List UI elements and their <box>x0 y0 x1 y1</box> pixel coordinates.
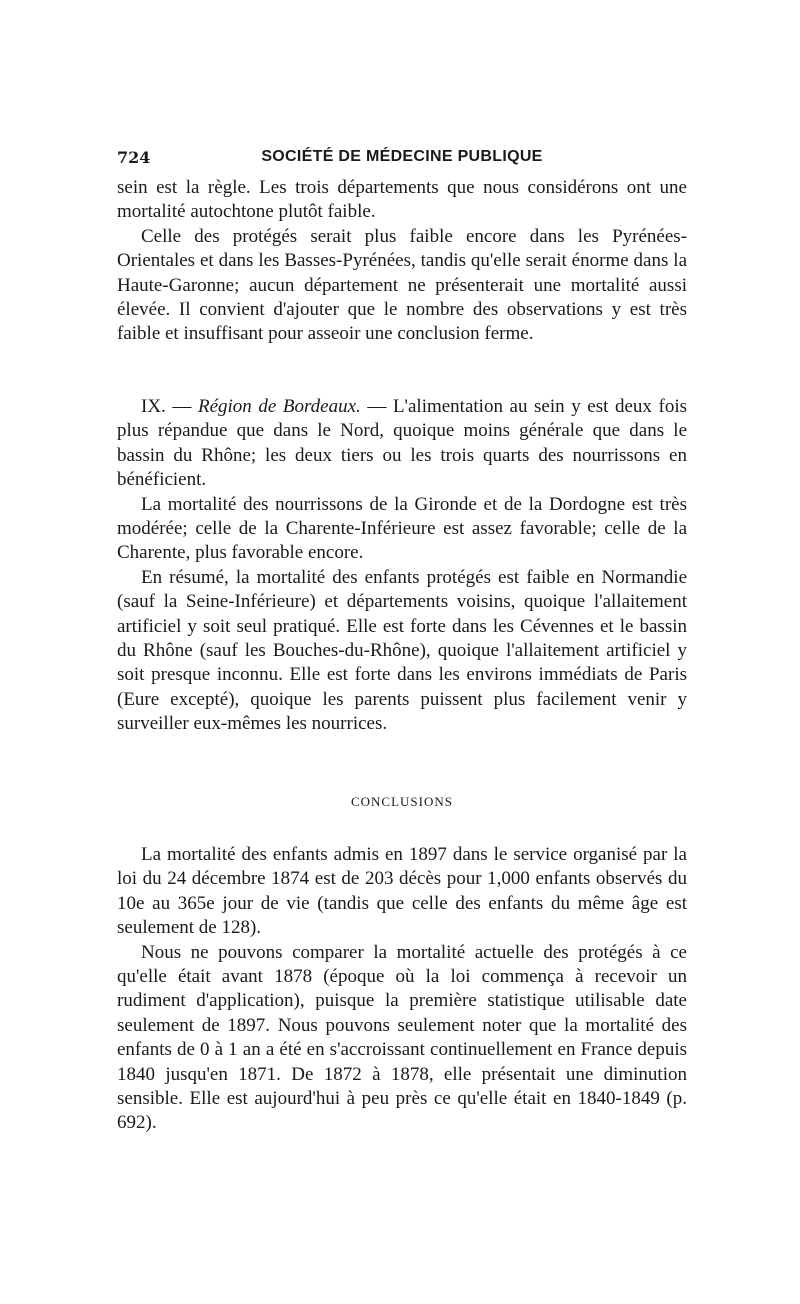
paragraph: sein est la règle. Les trois départements que nous considérons ont une mortalité autochtone plutôt faible. <box>117 177 687 223</box>
page-number: 724 <box>117 148 151 167</box>
section-heading-paragraph <box>117 395 687 493</box>
page-header <box>117 148 687 170</box>
paragraph: En résumé, la mortalité des enfants protégés est faible en Normandie (sauf la Seine-Inférieure) et départements voisins, quoique l'allaitement artificiel y soit seul pratiqué. Elle est forte dans les Cévennes et le bassin du Rhône (sauf les Bouches-du-Rhône), quoique l'allaitement artificiel y soit presque inconnu. Elle est forte dans les environs immédiats de Paris (Eure excepté), quoique les parents puissent plus facilement venir y surveiller eux-mêmes les nourrices. <box>117 566 687 735</box>
section-number: IX. — <box>141 396 192 417</box>
section-title: Région de Bordeaux. <box>197 396 361 417</box>
section-region-bordeaux <box>117 395 687 737</box>
section-haute-garonne <box>117 176 687 347</box>
running-title: SOCIÉTÉ DE MÉDECINE PUBLIQUE <box>261 148 543 165</box>
paragraph: La mortalité des nourrissons de la Gironde et de la Dordogne est très modérée; celle de la Charente-Inférieure est assez favorable; celle de la Charente, plus favorable encore. <box>117 493 687 564</box>
paragraph: Celle des protégés serait plus faible encore dans les Pyrénées-Orientales et dans les Basses-Pyrénées, tandis qu'elle serait énorme dans la Haute-Garonne; aucun département ne présenterait une mortalité aussi élevée. Il convient d'ajouter que le nombre des observations y est très faible et insuffisant pour asseoir une conclusion ferme. <box>117 225 687 345</box>
paragraph: Nous ne pouvons comparer la mortalité actuelle des protégés à ce qu'elle était avant 1878 (époque où la loi commença à recevoir un rudiment d'application), puisque la première statistique utilisable date seulement de 1897. Nous pouvons seulement noter que la mortalité des enfants de 0 à 1 an a été en s'accroissant continuellement en France depuis 1840 jusqu'en 1871. De 1872 à 1878, elle présentait une diminution sensible. Elle est aujourd'hui à peu près ce qu'elle était en 1840-1849 (p. 692). <box>117 941 687 1134</box>
conclusions-title: CONCLUSIONS <box>350 794 453 809</box>
section-conclusions <box>117 843 687 1136</box>
section-heading-text: — L'alimentation au sein y est deux fois plus répandue que dans le Nord, quoique moins générale que dans le bassin du Rhône; les deux tiers ou les trois quarts des nourrissons en bénéficient. <box>117 396 687 491</box>
paragraph: La mortalité des enfants admis en 1897 dans le service organisé par la loi du 24 décembre 1874 est de 203 décès pour 1,000 enfants observés du 10e au 365e jour de vie (tandis que celle des enfants du même âge est seulement de 128). <box>117 844 687 939</box>
